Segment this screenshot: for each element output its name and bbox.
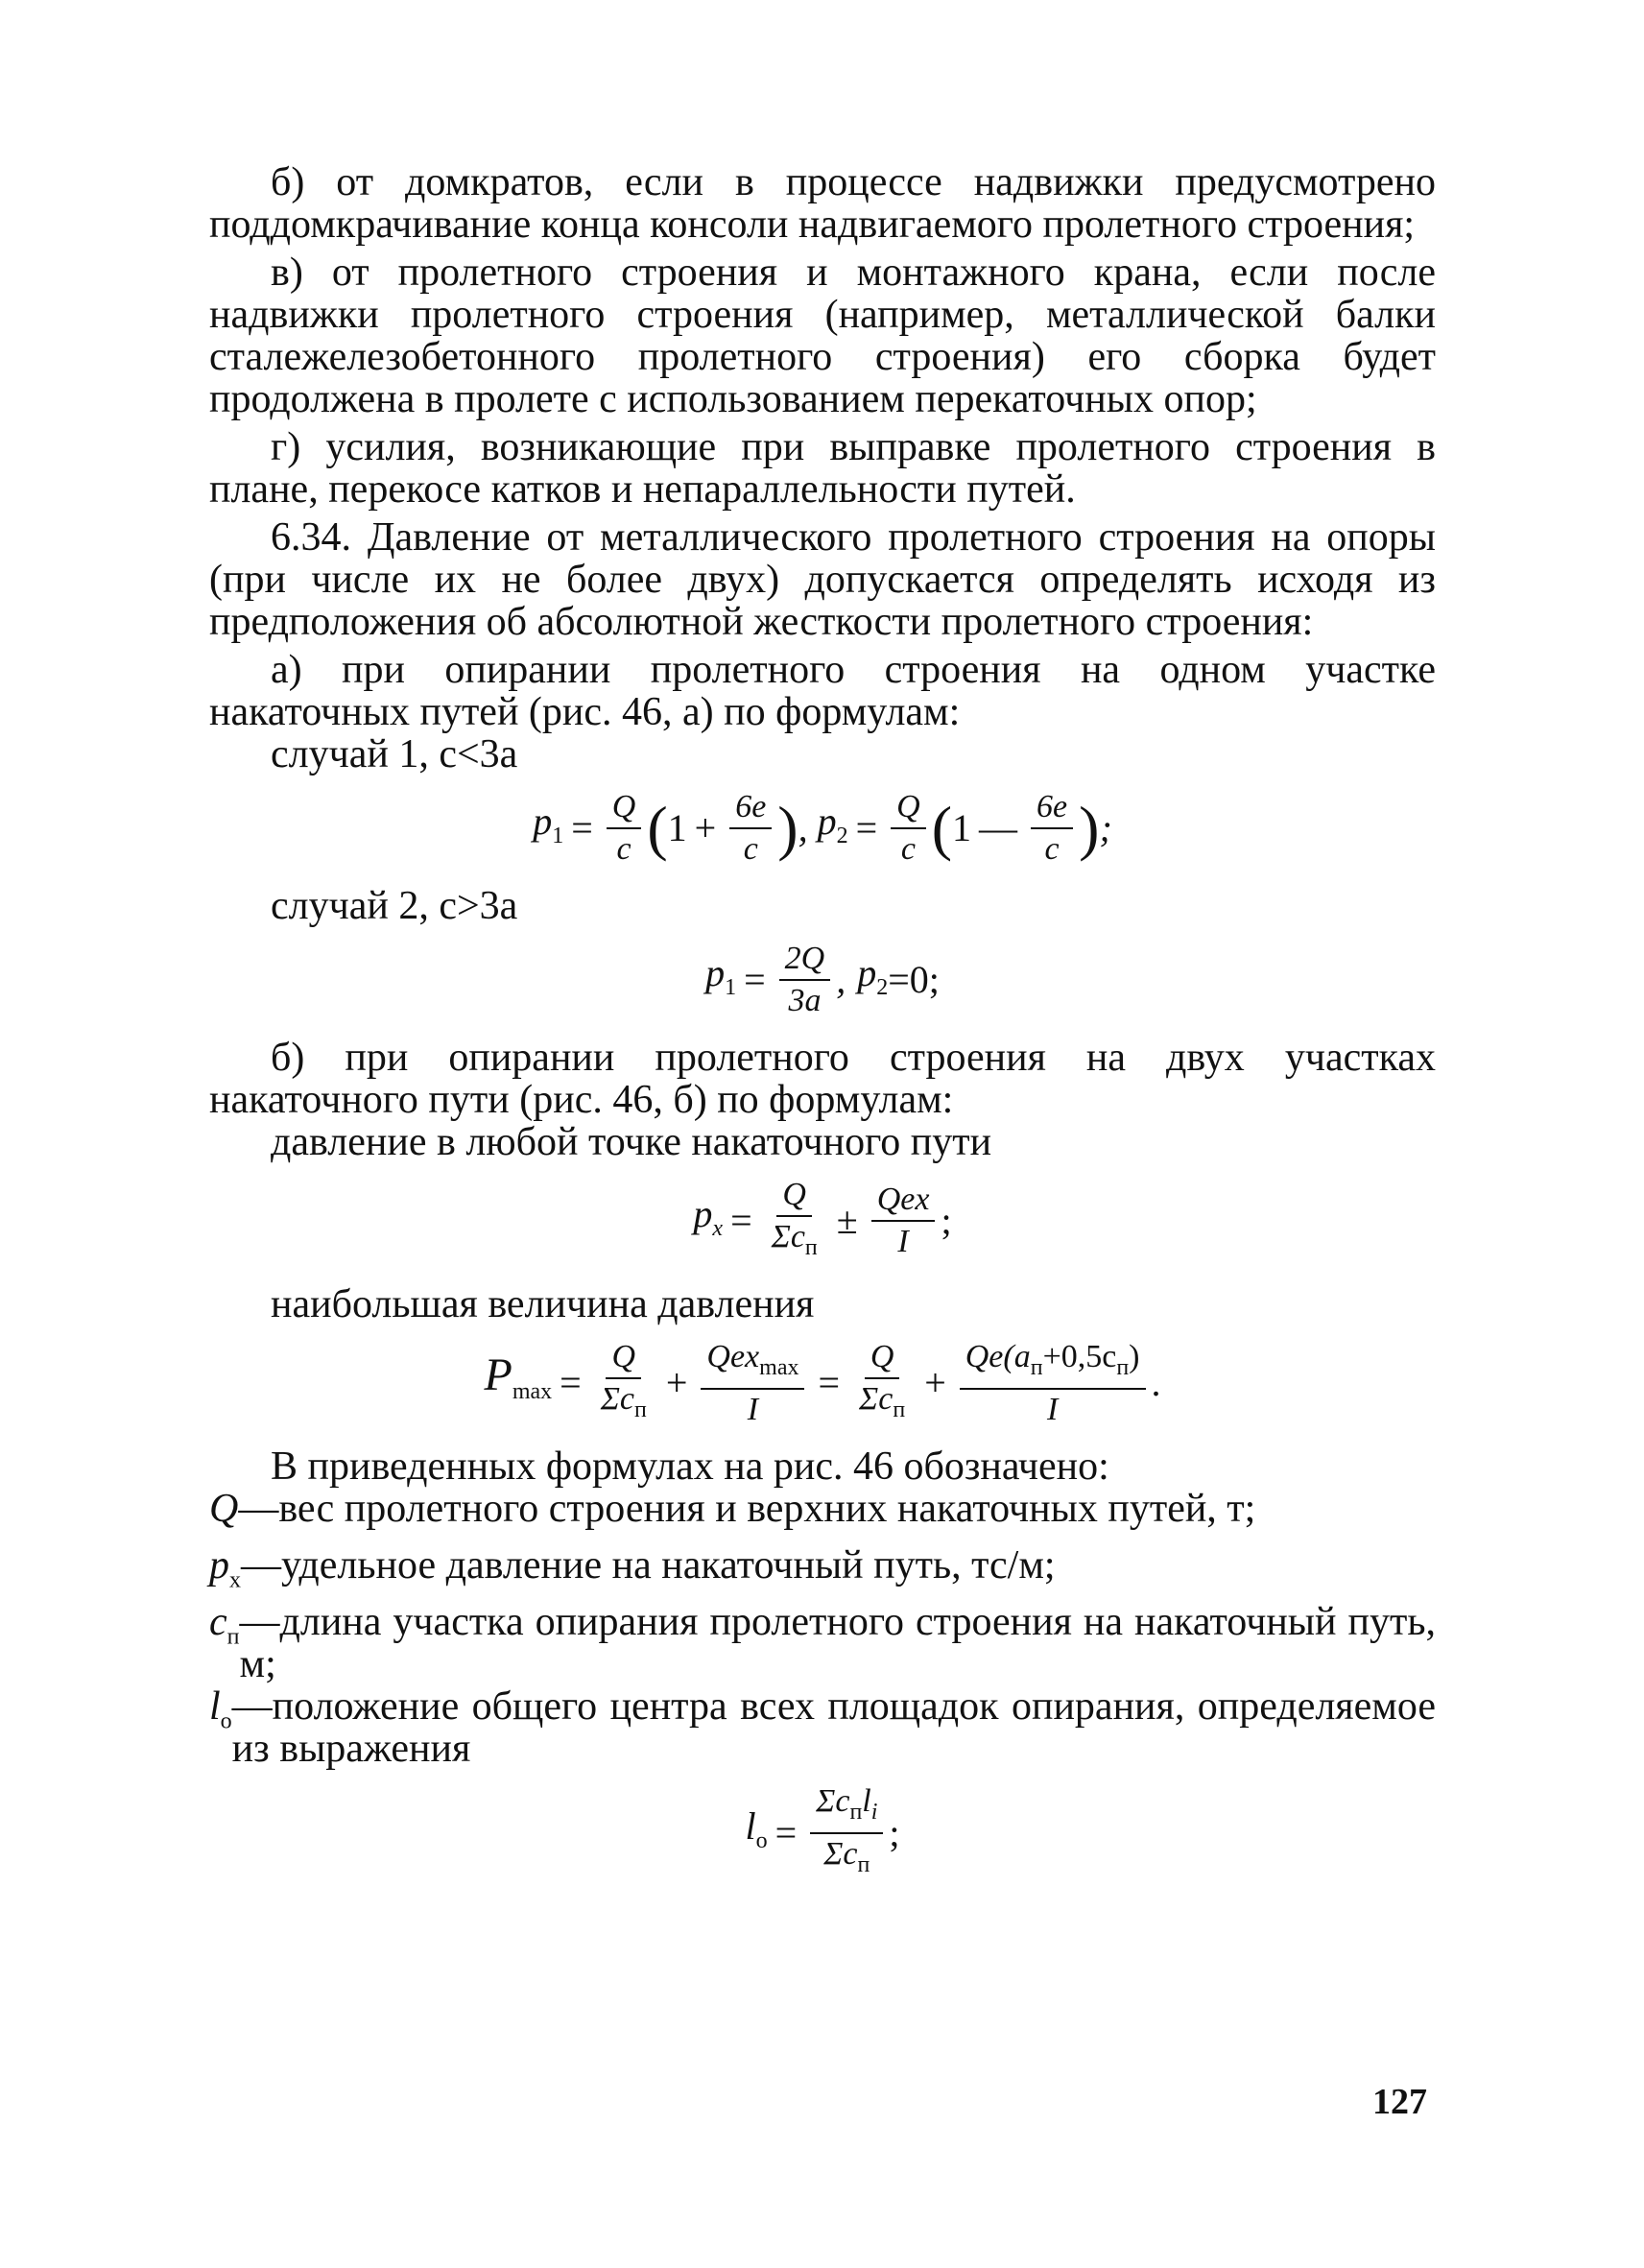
fraction-q-over-c-2: $\frac{Q}{c}$: [891, 789, 926, 868]
formula-p1-symbol: $p_1$: [533, 799, 564, 848]
fraction-sum-cn-li-over-sum-cn: $\frac{\Sigma c_пl_i}{\Sigma c_п}$: [810, 1783, 883, 1883]
fraction-6e-over-c: $\frac{6e}{c}$: [729, 789, 772, 868]
fraction-q-over-sum-cn: $\frac{Q}{\Sigma c_п}$: [771, 1177, 818, 1260]
page-number: 127: [1372, 2082, 1427, 2122]
paragraph-b-jacks: б) от домкратов, если в процессе надвижки предусмотрено поддомкрачивание конца консоли надвигаемого пролетного строения;: [209, 160, 1436, 247]
fraction-2q-over-3a: $\frac{2Q}{3a}$: [779, 941, 831, 1019]
formula-case-1: $p_1$ = $\frac{Q}{c}$ ( 1 + $\frac{6e}{c}$ ) , $p_2$ = $\frac{Q}{c}$ ( 1 — $\frac{6e}{c}$ ) ;: [533, 789, 1112, 867]
legend-intro: В приведенных формулах на рис. 46 обозначено:: [271, 1444, 1109, 1489]
fraction-q-over-c: $\frac{Q}{c}$: [607, 789, 642, 868]
paragraph-6-34: 6.34. Давление от металлического пролетного строения на опоры (при числе их не более двух) допускается определять исходя из предположения об абсолютной жесткости пролетного строения:: [209, 515, 1436, 644]
paragraph-b-two-sections: б) при опирании пролетного строения на двух участках накаточного пути (рис. 46, б) по формулам:: [209, 1036, 1436, 1122]
max-pressure-label: наибольшая величина давления: [271, 1281, 815, 1326]
definitions-list: [209, 1488, 1436, 1771]
definition-q: Q —вес пролетного строения и верхних накаточных путей, т;: [209, 1486, 1256, 1531]
document-page: [209, 161, 1436, 1900]
formula-px: $p_x$ = $\frac{Q}{\Sigma c_п}$ ± $\frac{\text{Qex}}{I}$ ;: [209, 1177, 1436, 1266]
fraction-6e-over-c-2: $\frac{6e}{c}$: [1031, 789, 1073, 868]
case-1-label: случай 1, c<3a: [271, 732, 518, 776]
paragraph-v-crane: в) от пролетного строения и монтажного крана, если после надвижки пролетного строения (например, металлической балки сталежелезобетонного пролетного строения) его сборка будет продолжена в пролете с использованием перекаточных опор;: [209, 251, 1436, 421]
definition-px: $p_x$ —удельное давление на накаточный путь, тс/м;: [209, 1542, 1056, 1593]
formula-lo: $l_o$ = $\frac{\Sigma c_пl_i}{\Sigma c_п}$ ;: [209, 1783, 1436, 1883]
fraction-qex-over-i: $\frac{\text{Qex}}{I}$: [871, 1182, 936, 1260]
formula-case-2: $p_1$ = $\frac{2Q}{3a}$ , $p_2$ =0;: [705, 941, 940, 1018]
paragraph-g-forces: г) усилия, возникающие при выправке пролетного строения в плане, перекосе катков и непараллельности путей.: [209, 425, 1436, 512]
pressure-any-point-label: давление в любой точке накаточного пути: [271, 1120, 992, 1164]
case-2-label: случай 2, c>3a: [271, 884, 518, 928]
definition-cn: $c_п$ —длина участка опирания пролетного строения на накаточный путь, м;: [209, 1600, 1436, 1687]
formula-p2-symbol: $p_2$: [817, 799, 848, 848]
formula-pmax: $P_{max}$ = $\frac{Q}{\Sigma c_п}$ + $\frac{Qex_{max}}{I}$ = $\frac{Q}{\Sigma c_п}$ + $\frac{Qe(a_п+0,5c_п)}{I}$ .: [484, 1338, 1161, 1427]
definition-lo: $l_o$ —положение общего центра всех площадок опирания, определяемое из выражения: [209, 1684, 1436, 1772]
paragraph-a-one-section: а) при опирании пролетного строения на одном участке накаточных путей (рис. 46, а) по формулам:: [209, 648, 1436, 734]
